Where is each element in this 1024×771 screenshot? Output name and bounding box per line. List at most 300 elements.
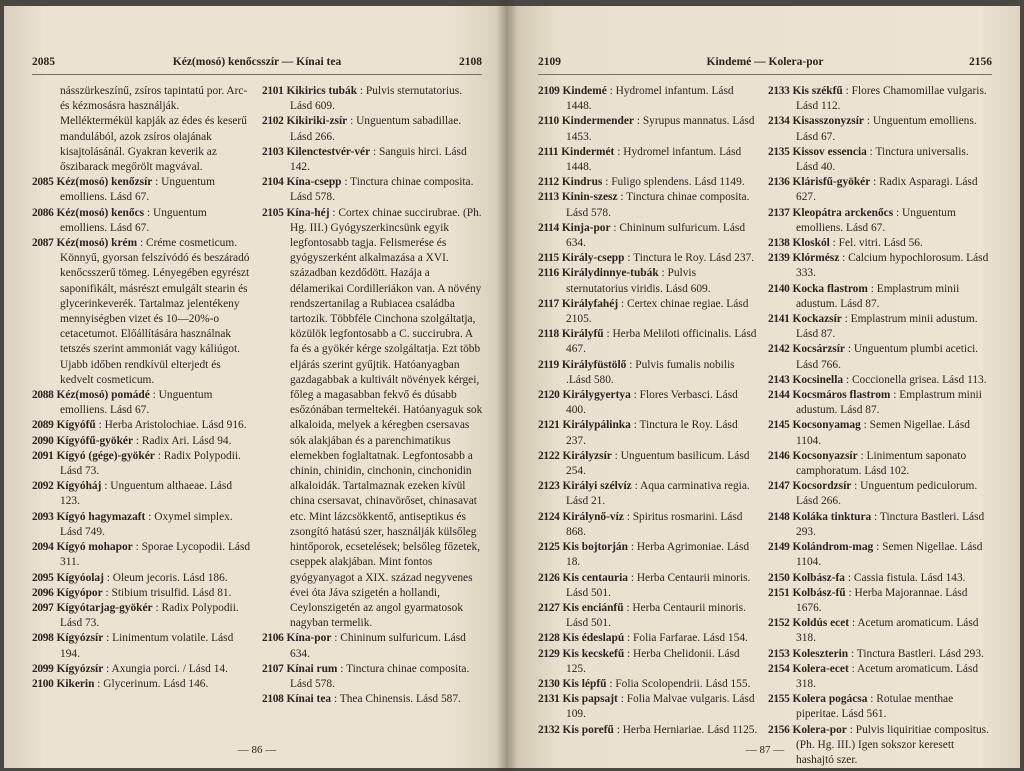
- entry-text: : Unguentum emolliens. Lásd 67.: [60, 206, 207, 234]
- entry-number: 2139: [768, 252, 790, 265]
- entry-term: Kígyótarjag-gyökér: [56, 601, 153, 614]
- entry-text: : Radix Ari. Lásd 94.: [135, 434, 232, 447]
- entry-term: Klórmész: [792, 252, 840, 265]
- entry-term: Kínai rum: [286, 662, 338, 675]
- entry-term: Kéz(mosó) krém: [56, 237, 138, 250]
- entry-text: : Flores Verbasci. Lásd 400.: [566, 389, 738, 417]
- entry-text: : Herba Centaurii minoris. Lásd 501.: [566, 601, 746, 630]
- right-column-2: [768, 84, 992, 768]
- page-number: — 86 —: [237, 744, 277, 756]
- entry-text: : Folia Malvae vulgaris. Lásd 109.: [566, 693, 755, 721]
- dictionary-entry: [262, 175, 484, 205]
- entry-term: Kocsonyazsír: [792, 449, 858, 462]
- dictionary-entry: [262, 692, 484, 707]
- dictionary-entry: [768, 236, 992, 251]
- dictionary-entry: [768, 84, 992, 114]
- entry-number: 2142: [768, 343, 790, 356]
- dictionary-entry: [538, 540, 760, 570]
- dictionary-entry: [768, 206, 992, 236]
- entry-number: 2099: [32, 662, 54, 675]
- entry-text: : Folia Scolopendrii. Lásd 155.: [609, 677, 751, 690]
- entry-term: Kocka flastrom: [792, 282, 868, 295]
- dictionary-entry: [538, 723, 760, 738]
- entry-text: : Herba Agrimoniae. Lásd 18.: [566, 541, 750, 569]
- entry-text: : Oleum jecoris. Lásd 186.: [106, 571, 228, 584]
- entry-text: : Créme cosmeticum. Könnyű, gyorsan felszívódó és beszáradó kenőcsszerű tömeg. Lényegében egyrészt saponifikált, másrészt emulgált stearin és glycerinkeverék. Tartalmaz jelentékeny mennyiségben vizet és 10—20%-o cetacetumot. Előállítására használnak tetszés szerint ammoniát vagy káliúgot. Ujabb időben rendkívül elterjedt és kedvelt cosmeticum.: [60, 237, 250, 386]
- entry-text: : Stibium trisulfid. Lásd 81.: [105, 586, 232, 599]
- entry-text: : Spiritus rosmarini. Lásd 868.: [566, 510, 743, 538]
- entry-text: : Herba Chelidonii. Lásd 125.: [566, 647, 740, 675]
- entry-text: : Tinctura le Roy. Lásd 237.: [566, 419, 738, 447]
- dictionary-entry: [768, 388, 992, 418]
- entry-number: 2148: [768, 510, 790, 523]
- dictionary-entry: [538, 418, 760, 448]
- entry-text: : Pulvis sternutatorius viridis. Lásd 609.: [566, 267, 711, 295]
- dictionary-entry: [768, 114, 992, 144]
- entry-number: 2137: [768, 206, 790, 219]
- dictionary-entry: [538, 692, 760, 722]
- entry-text: : Tinctura chinae composita. Lásd 578.: [290, 662, 470, 690]
- entry-term: Koleszterin: [792, 647, 849, 660]
- entry-term: Kleopátra arckenőcs: [792, 206, 894, 219]
- dictionary-entry: [768, 571, 992, 586]
- entry-term: Királynő-víz: [562, 510, 624, 523]
- dictionary-entry: [32, 449, 254, 479]
- entry-text: : Tinctura chinae composita. Lásd 578.: [290, 176, 474, 204]
- entry-text: : Aqua carminativa regia. Lásd 21.: [566, 480, 750, 508]
- entry-term: Kis enciánfű: [562, 601, 624, 614]
- entry-number: 2155: [768, 693, 790, 706]
- dictionary-entry: [538, 601, 760, 631]
- dictionary-entry: [768, 479, 992, 509]
- entry-term: Koláka tinktura: [792, 510, 872, 523]
- entry-text: : Flores Chamomillae vulgaris. Lásd 112.: [796, 85, 987, 113]
- entry-number: 2097: [32, 601, 54, 614]
- entry-term: Kígyópor: [56, 586, 103, 599]
- entry-number: 2123: [538, 480, 560, 493]
- book-gutter-shadow: [496, 0, 518, 771]
- entry-text: : Emplastrum minii adustum. Lásd 87.: [796, 313, 978, 341]
- dictionary-entry: [768, 662, 992, 692]
- entry-text: : Herba Meliloti officinalis. Lásd 467.: [566, 328, 757, 356]
- entry-text: : Unguentum althaeae. Lásd 123.: [60, 480, 233, 508]
- entry-number: 2093: [32, 510, 54, 523]
- entry-text: : Unguentum plumbi acetici. Lásd 766.: [796, 343, 979, 371]
- entry-term: Kocsárzsír: [792, 343, 845, 356]
- entry-text: : Herba Majorannae. Lásd 1676.: [796, 586, 968, 614]
- dictionary-entry: [32, 571, 254, 586]
- entry-text: : Coccionella grisea. Lásd 113.: [845, 373, 987, 386]
- entry-term: Kínai tea: [286, 693, 332, 706]
- entry-term: Kindermender: [561, 115, 634, 128]
- entry-number: 2152: [768, 617, 790, 630]
- entry-number: 2143: [768, 373, 790, 386]
- entry-term: Királypálinka: [562, 419, 631, 432]
- entry-term: Kígyó (gége)-gyökér: [56, 449, 155, 462]
- dictionary-entry: [538, 631, 760, 646]
- entry-number: 2136: [768, 176, 790, 189]
- entry-text: : Chininum sulfuricum. Lásd 634.: [566, 221, 746, 250]
- entry-text: : Linimentum volatile. Lásd 194.: [60, 632, 234, 660]
- dictionary-entry: [32, 677, 254, 692]
- page-number: — 87 —: [745, 744, 785, 756]
- right-page: [510, 6, 1020, 768]
- entry-number: 2106: [262, 632, 284, 645]
- entry-term: Kis porefű: [562, 723, 614, 736]
- dictionary-entry: [538, 327, 760, 357]
- header-first-entry: 2085: [32, 56, 55, 68]
- entry-text: : Unguentum basilicum. Lásd 254.: [566, 449, 750, 478]
- entry-number: 2135: [768, 145, 790, 158]
- dictionary-entry: [538, 84, 760, 114]
- entry-text: : Hydromel infantum. Lásd 1448.: [566, 145, 742, 174]
- dictionary-entry: [32, 631, 254, 661]
- entry-term: Kolbász-fa: [792, 571, 845, 584]
- entry-text: : Hydromel infantum. Lásd 1448.: [566, 85, 734, 113]
- entry-number: 2111: [538, 145, 559, 158]
- entry-number: 2127: [538, 601, 560, 614]
- dictionary-entry: [32, 206, 254, 236]
- entry-number: 2153: [768, 647, 790, 660]
- dictionary-entry: [32, 84, 254, 175]
- entry-text: : Thea Chinensis. Lásd 587.: [333, 693, 461, 706]
- entry-text: : Rotulae menthae piperitae. Lásd 561.: [796, 693, 954, 721]
- entry-number: 2116: [538, 267, 559, 280]
- dictionary-entry: [538, 510, 760, 540]
- entry-number: 2095: [32, 571, 54, 584]
- dictionary-entry: [538, 145, 760, 175]
- dictionary-entry: [538, 266, 760, 296]
- entry-text: : Unguentum pediculorum. Lásd 266.: [796, 480, 978, 508]
- entry-term: Kindemé: [562, 85, 607, 97]
- entry-number: 2113: [538, 191, 559, 204]
- header-last-entry: 2108: [459, 56, 482, 68]
- left-column-1: [32, 84, 254, 692]
- entry-number: 2101: [262, 85, 284, 97]
- entry-term: Kikiriki-zsír: [286, 115, 348, 128]
- entry-text: : Cassia fistula. Lásd 143.: [847, 571, 966, 584]
- entry-text: : Tinctura universalis. Lásd 40.: [796, 145, 969, 174]
- entry-number: 2134: [768, 115, 790, 128]
- entry-text: : Cortex chinae succirubrae. (Ph. Hg. III.) Gyógyszerkincsünk egyik legfontosabb tagja. Felismerése és gyógyszerként alkalmazása a XVI. században kezdődött. Hazája a délamerikai Cordilleriákon van. A növény rendszertanilag a Rubiacea családba tartozik. Többféle Cinchona szolgáltatja, közülök legfontosabb a C. succirubra. A fa és a gyökér kérge szolgáltatja. Ezt több eljárás szerint gyűjtik. Hatóanyagban gazdagabbak a kultivált növények kérgei, főleg a magasabban fekvő és dúsabb esőzónában termeltekéi. Hatóanyaguk sok alkaloida, melyek a kéregben csersavas sók alakjában és a parenchimatikus elemekben foglaltatnak. Legfontosabb a chinin, chinidin, cinchonin, cinchonidin alkaloidák. Tartalmaznak ezeken kívül china csersavat, chinavörőset, chinasavat etc. Mint lázcsökkentő, antiseptikus és zsongító hatású szer, használják külsőleg hintőporok, ecsetelések; belsőleg főzetek, cseppek alakjában. Mint fontos gyógyanyagot a XIX. század negyvenes évei óta Jáva szigetén a hollandi, Ceylonszigetén az angol gyarmatosok nagyban termelik.: [290, 206, 483, 630]
- entry-term: Kolbász-fű: [792, 586, 846, 599]
- entry-term: Kígyófű-gyökér: [56, 434, 134, 447]
- entry-text: : Radix Polypodii. Lásd 73.: [60, 449, 241, 478]
- entry-text: násszürkeszínű, zsíros tapintatú por. Arc- és kézmosásra használják. Melléktermékül kapják az édes és keserű mandulából, azok zsíros olajának kisajtolásánál. Gyakran keverik az őszibarack megőrölt magvával.: [60, 85, 248, 174]
- entry-term: Királyzsír: [562, 449, 612, 462]
- header-rule: [538, 74, 992, 75]
- dictionary-entry: [538, 114, 760, 144]
- dictionary-entry: [768, 373, 992, 388]
- entry-term: Kis édeslapú: [562, 632, 625, 645]
- entry-term: Kolándrom-mag: [792, 541, 874, 554]
- entry-term: Király-csepp: [561, 252, 625, 265]
- dictionary-entry: [32, 540, 254, 570]
- entry-number: 2105: [262, 206, 284, 219]
- entry-term: Királydinnye-tubák: [561, 267, 659, 280]
- header-title: Kindemé — Kolera-por: [706, 56, 824, 68]
- entry-number: 2109: [538, 85, 560, 97]
- entry-term: Kis székfű: [792, 85, 843, 97]
- entry-number: 2128: [538, 632, 560, 645]
- entry-number: 2117: [538, 297, 559, 310]
- entry-term: Kissov essencia: [792, 145, 867, 158]
- entry-number: 2121: [538, 419, 560, 432]
- entry-term: Kolera-por: [792, 723, 847, 736]
- entry-number: 2154: [768, 662, 790, 675]
- dictionary-entry: [538, 251, 760, 266]
- entry-number: 2125: [538, 541, 560, 554]
- entry-term: Kockazsír: [792, 313, 842, 326]
- entry-term: Kikerin: [56, 677, 95, 690]
- entry-text: : Radix Polypodii. Lásd 73.: [60, 601, 239, 630]
- entry-text: : Tinctura Bastleri. Lásd 293.: [796, 510, 985, 538]
- dictionary-entry: [768, 540, 992, 570]
- entry-text: : Pulvis sternutatorius. Lásd 609.: [290, 85, 463, 113]
- entry-number: 2094: [32, 541, 54, 554]
- entry-text: : Herba Aristolochiae. Lásd 916.: [98, 419, 247, 432]
- entry-number: 2115: [538, 252, 559, 265]
- entry-text: : Herba Centaurii minoris. Lásd 501.: [566, 571, 751, 599]
- entry-text: : Emplastrum minii adustum. Lásd 87.: [796, 282, 960, 310]
- dictionary-entry: [538, 479, 760, 509]
- entry-term: Kikirics tubák: [286, 85, 358, 97]
- entry-number: 2133: [768, 85, 790, 97]
- dictionary-entry: [32, 175, 254, 205]
- dictionary-entry: [768, 449, 992, 479]
- dictionary-entry: [768, 282, 992, 312]
- dictionary-entry: [768, 175, 992, 205]
- right-page-header: [538, 56, 992, 72]
- dictionary-entry: [768, 616, 992, 646]
- dictionary-entry: [32, 479, 254, 509]
- entry-text: : Emplastrum minii adustum. Lásd 87.: [796, 389, 982, 417]
- dictionary-entry: [32, 388, 254, 418]
- dictionary-entry: [262, 114, 484, 144]
- entry-term: Kína-héj: [286, 206, 330, 219]
- dictionary-entry: [768, 312, 992, 342]
- entry-term: Kloskól: [792, 237, 830, 250]
- entry-text: : Semen Nigellae. Lásd 1104.: [796, 541, 983, 569]
- dictionary-entry: [538, 175, 760, 190]
- dictionary-entry: [538, 449, 760, 479]
- dictionary-entry: [768, 418, 992, 448]
- entry-text: : Oxymel simplex. Lásd 749.: [60, 510, 233, 538]
- entry-term: Királyfű: [561, 328, 604, 341]
- entry-number: 2092: [32, 480, 54, 493]
- entry-term: Kígyóháj: [56, 480, 102, 493]
- entry-number: 2120: [538, 389, 560, 402]
- entry-term: Kocsinella: [792, 373, 844, 386]
- entry-number: 2129: [538, 647, 560, 660]
- entry-text: : Semen Nigellae. Lásd 1104.: [796, 419, 970, 447]
- left-column-2: [262, 84, 484, 707]
- entry-text: : Unguentum sabadillae. Lásd 266.: [290, 115, 462, 143]
- entry-number: 2114: [538, 221, 559, 234]
- dictionary-entry: [768, 342, 992, 372]
- dictionary-entry: [768, 586, 992, 616]
- entry-text: : Tinctura le Roy. Lásd 237.: [627, 252, 755, 265]
- dictionary-entry: [768, 510, 992, 540]
- entry-term: Kinja-por: [561, 221, 611, 234]
- entry-term: Királyfüstölő: [561, 358, 627, 371]
- entry-number: 2150: [768, 571, 790, 584]
- entry-text: : Syrupus mannatus. Lásd 1453.: [566, 115, 755, 143]
- entry-number: 2089: [32, 419, 54, 432]
- dictionary-entry: [768, 251, 992, 281]
- entry-term: Kígyózsír: [56, 632, 104, 645]
- entry-term: Kolera pogácsa: [792, 693, 868, 706]
- entry-number: 2112: [538, 176, 559, 189]
- dictionary-entry: [32, 662, 254, 677]
- entry-text: : Linimentum saponato camphoratum. Lásd 102.: [796, 449, 967, 478]
- entry-text: : Chininum sulfuricum. Lásd 634.: [290, 632, 466, 660]
- entry-term: Kolera-ecet: [792, 662, 849, 675]
- entry-text: : Herba Herniariae. Lásd 1125.: [616, 723, 758, 736]
- entry-text: : Axungia porci. / Lásd 14.: [106, 662, 228, 675]
- entry-text: : Calcium hypochlorosum. Lásd 333.: [796, 252, 989, 280]
- entry-number: 2108: [262, 693, 284, 706]
- entry-term: Kocsordzsír: [792, 480, 852, 493]
- entry-term: Kígyó hagymazaft: [56, 510, 146, 523]
- entry-number: 2141: [768, 313, 790, 326]
- entry-term: Királyfahéj: [561, 297, 619, 310]
- entry-number: 2146: [768, 449, 790, 462]
- entry-number: 2130: [538, 677, 560, 690]
- dictionary-entry: [768, 692, 992, 722]
- dictionary-entry: [768, 647, 992, 662]
- entry-number: 2086: [32, 206, 54, 219]
- entry-number: 2156: [768, 723, 790, 736]
- entry-term: Kéz(mosó) pomádé: [56, 389, 150, 402]
- dictionary-entry: [32, 236, 254, 388]
- entry-text: : Unguentum emolliens. Lásd 67.: [60, 389, 213, 417]
- entry-number: 2103: [262, 145, 284, 158]
- header-first-entry: 2109: [538, 56, 561, 68]
- entry-term: Kígyófű: [56, 419, 96, 432]
- entry-number: 2098: [32, 632, 54, 645]
- entry-text: : Unguentum emolliens. Lásd 67.: [796, 115, 977, 143]
- entry-text: : Radix Asparagi. Lásd 627.: [796, 176, 978, 204]
- dictionary-entry: [262, 206, 484, 632]
- entry-text: : Sanguis hirci. Lásd 142.: [290, 145, 467, 174]
- dictionary-entry: [32, 601, 254, 631]
- dictionary-entry: [538, 647, 760, 677]
- entry-text: : Sporae Lycopodii. Lásd 311.: [60, 541, 251, 569]
- header-last-entry: 2156: [969, 56, 992, 68]
- entry-number: 2124: [538, 510, 560, 523]
- entry-term: Királygyertya: [562, 389, 631, 402]
- entry-term: Kilenctestvér-vér: [286, 145, 371, 158]
- entry-number: 2126: [538, 571, 560, 584]
- entry-term: Kinin-szesz: [561, 191, 618, 204]
- entry-number: 2104: [262, 176, 284, 189]
- entry-number: 2102: [262, 115, 284, 128]
- entry-number: 2140: [768, 282, 790, 295]
- entry-number: 2110: [538, 115, 559, 128]
- dictionary-entry: [538, 190, 760, 220]
- entry-number: 2131: [538, 693, 560, 706]
- left-page-header: [32, 56, 482, 72]
- entry-text: : Fel. vitri. Lásd 56.: [832, 237, 923, 250]
- entry-number: 2096: [32, 586, 54, 599]
- entry-term: Kína-csepp: [286, 176, 342, 189]
- entry-text: : Pulvis liquiritiae compositus. (Ph. Hg. III.) Igen sokszor keresett hashajtó szer.: [796, 723, 989, 766]
- dictionary-entry: [262, 662, 484, 692]
- dictionary-entry: [538, 388, 760, 418]
- dictionary-entry: [32, 418, 254, 433]
- entry-term: Kis centauria: [562, 571, 628, 584]
- entry-number: 2132: [538, 723, 560, 736]
- entry-number: 2087: [32, 237, 54, 250]
- dictionary-entry: [32, 510, 254, 540]
- entry-term: Klárisfű-gyökér: [792, 176, 871, 189]
- entry-text: : Tinctura Bastleri. Lásd 293.: [850, 647, 984, 660]
- entry-term: Királyi szélvíz: [562, 480, 632, 493]
- entry-term: Kocsonyamag: [792, 419, 861, 432]
- dictionary-entry: [262, 84, 484, 114]
- entry-number: 2091: [32, 449, 54, 462]
- dictionary-entry: [262, 145, 484, 175]
- entry-number: 2144: [768, 389, 790, 402]
- dictionary-entry: [768, 145, 992, 175]
- dictionary-entry: [32, 586, 254, 601]
- dictionary-entry: [538, 221, 760, 251]
- entry-text: : Folia Farfarae. Lásd 154.: [627, 632, 748, 645]
- entry-term: Kisasszonyzsír: [792, 115, 864, 128]
- dictionary-entry: [32, 434, 254, 449]
- entry-number: 2100: [32, 677, 54, 690]
- entry-term: Kéz(mosó) kenőcs: [56, 206, 145, 219]
- entry-number: 2088: [32, 389, 54, 402]
- entry-number: 2107: [262, 662, 284, 675]
- entry-number: 2090: [32, 434, 54, 447]
- entry-number: 2118: [538, 328, 559, 341]
- entry-term: Kocsmáros flastrom: [792, 389, 891, 402]
- dictionary-entry: [538, 677, 760, 692]
- entry-term: Kígyó mohapor: [56, 541, 133, 554]
- entry-text: : Tinctura chinae composita. Lásd 578.: [566, 191, 750, 219]
- entry-term: Kis bojtorján: [562, 541, 628, 554]
- entry-term: Kindermét: [561, 145, 615, 158]
- entry-number: 2145: [768, 419, 790, 432]
- left-page: [4, 6, 510, 768]
- dictionary-entry: [538, 358, 760, 388]
- entry-term: Kína-por: [286, 632, 332, 645]
- entry-term: Kis kecskefű: [562, 647, 625, 660]
- entry-text: : Pulvis fumalis nobilis .Lásd 580.: [566, 358, 735, 386]
- entry-term: Kindrus: [561, 176, 603, 189]
- entry-term: Kígyózsír: [56, 662, 104, 675]
- entry-text: : Fuligo splendens. Lásd 1149.: [605, 176, 745, 189]
- entry-text: : Unguentum emolliens. Lásd 67.: [796, 206, 956, 234]
- header-title: Kéz(mosó) kenőcsszír — Kínai tea: [172, 56, 342, 68]
- entry-text: : Unguentum emolliens. Lásd 67.: [60, 176, 215, 204]
- entry-number: 2085: [32, 176, 54, 189]
- entry-number: 2122: [538, 449, 560, 462]
- right-column-1: [538, 84, 760, 738]
- entry-number: 2149: [768, 541, 790, 554]
- entry-text: : Acetum aromaticum. Lásd 318.: [796, 662, 979, 690]
- entry-term: Kis papsajt: [562, 693, 618, 706]
- dictionary-entry: [538, 297, 760, 327]
- entry-number: 2151: [768, 586, 790, 599]
- dictionary-entry: [538, 571, 760, 601]
- entry-term: Kis lépfű: [562, 677, 607, 690]
- entry-term: Kígyóolaj: [56, 571, 104, 584]
- entry-term: Koldús ecet: [792, 617, 850, 630]
- entry-text: : Glycerinum. Lásd 146.: [97, 677, 209, 690]
